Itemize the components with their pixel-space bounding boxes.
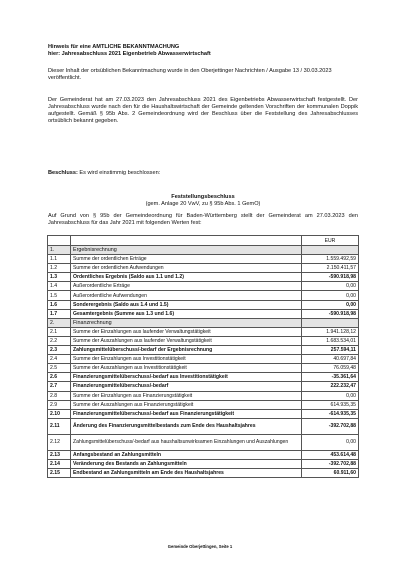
fest-title: Feststellungsbeschluss <box>171 194 235 200</box>
row-number: 2.8 <box>48 391 71 400</box>
table-row <box>48 400 359 409</box>
row-value: 614.935,35 <box>302 400 359 409</box>
row-label: Zahlungsmittelüberschuss/-bedarf der Ergebnisrechnung <box>71 346 302 355</box>
council-paragraph: Der Gemeinderat hat am 27.03.2023 den Jahresabschluss 2021 des Eigenbetriebs Abwasserwirtschaft festgestellt. Der Jahresabschluss wurde nach den für die Haushaltswirtschaft der Gemeinde geltenden Vorschriften der kommunalen Doppik aufgestellt. Gemäß § 95b Abs. 2 Gemeindeordnung wird der Beschluss über die Feststellung des Jahresabschlusses ortsüblich bekannt gegeben. <box>48 97 358 124</box>
section-row <box>48 318 359 327</box>
row-number: 1.5 <box>48 291 71 300</box>
resolution-text: Es wird einstimmig beschlossen: <box>77 170 161 176</box>
table-row <box>48 409 359 418</box>
row-label: Außerordentliche Aufwendungen <box>71 291 302 300</box>
row-label: Finanzierungsmittelüberschuss/-bedarf <box>71 382 302 391</box>
table-row <box>48 309 359 318</box>
table-row <box>48 291 359 300</box>
resolution-line <box>48 170 358 177</box>
table-row <box>48 418 359 434</box>
table-row <box>48 382 359 391</box>
row-value: 1.683.534,01 <box>302 336 359 345</box>
table-row <box>48 459 359 468</box>
row-label: Summe der Auszahlungen aus Finanzierungstätigkeit <box>71 400 302 409</box>
table-row <box>48 391 359 400</box>
row-label: Ordentliches Ergebnis (Saldo aus 1.1 und 1.2) <box>71 273 302 282</box>
row-number: 1. <box>48 246 71 255</box>
table-row <box>48 327 359 336</box>
section-row <box>48 246 359 255</box>
row-value: 2.150.411,57 <box>302 264 359 273</box>
table-row <box>48 273 359 282</box>
row-label: Summe der Einzahlungen aus laufender Verwaltungstätigkeit <box>71 327 302 336</box>
row-number: 2.4 <box>48 355 71 364</box>
page-footer: Gemeinde Oberjettingen, Seite 1 <box>167 544 233 549</box>
row-value: 40.697,84 <box>302 355 359 364</box>
row-value: 257.594,11 <box>302 346 359 355</box>
row-label: Sonderergebnis (Saldo aus 1.4 und 1.5) <box>71 300 302 309</box>
fest-subtitle: (gem. Anlage 20 VwV, zu § 95b Abs. 1 GemO) <box>145 201 261 207</box>
publication-note: Dieser Inhalt der ortsüblichen Bekanntmachung wurde in den Oberjettinger Nachrichten / Ausgabe 13 / 30.03.2023 veröffentlicht. <box>48 68 332 81</box>
row-label: Finanzierungsmittelüberschuss/-bedarf aus Finanzierungstätigkeit <box>71 409 302 418</box>
row-number: 2.5 <box>48 364 71 373</box>
row-number: 2.12 <box>48 434 71 450</box>
row-value: -614.935,35 <box>302 409 359 418</box>
currency-header: EUR <box>302 236 359 246</box>
row-number: 2. <box>48 318 71 327</box>
table-row <box>48 364 359 373</box>
row-value: -590.918,98 <box>302 273 359 282</box>
row-value: 0,00 <box>302 291 359 300</box>
notice-heading: Hinweis für eine AMTLICHE BEKANNTMACHUNG <box>48 44 180 50</box>
row-value: 0,00 <box>302 434 359 450</box>
row-label: Summe der ordentlichen Aufwendungen <box>71 264 302 273</box>
table-row <box>48 255 359 264</box>
table-row <box>48 336 359 345</box>
resolution-label: Beschluss: <box>48 170 78 176</box>
row-label: Summe der Einzahlungen aus Finanzierungstätigkeit <box>71 391 302 400</box>
row-label: Summe der Einzahlungen aus Investitionstätigkeit <box>71 355 302 364</box>
row-value: -392.702,88 <box>302 459 359 468</box>
financial-table <box>47 235 359 478</box>
row-number: 2.11 <box>48 418 71 434</box>
row-label: Zahlungsmittelüberschuss/-bedarf aus haushaltsunwirksamen Einzahlungen und Auszahlungen <box>71 434 302 450</box>
row-label: Endbestand an Zahlungsmitteln am Ende des Haushaltsjahres <box>71 468 302 477</box>
row-number: 1.6 <box>48 300 71 309</box>
row-label: Anfangsbestand an Zahlungsmitteln <box>71 450 302 459</box>
row-number: 1.4 <box>48 282 71 291</box>
table-row <box>48 355 359 364</box>
row-number: 2.7 <box>48 382 71 391</box>
row-value: 0,00 <box>302 282 359 291</box>
table-row <box>48 264 359 273</box>
row-number: 2.6 <box>48 373 71 382</box>
table-row <box>48 468 359 477</box>
row-label: Ergebnisrechnung <box>71 246 302 255</box>
row-number: 2.2 <box>48 336 71 345</box>
row-label: Veränderung des Bestands an Zahlungsmitteln <box>71 459 302 468</box>
row-value: -590.918,98 <box>302 309 359 318</box>
row-number: 2.14 <box>48 459 71 468</box>
row-label: Summe der Auszahlungen aus laufender Verwaltungstätigkeit <box>71 336 302 345</box>
row-value: 60.911,60 <box>302 468 359 477</box>
row-value: 0,00 <box>302 391 359 400</box>
row-value: 453.614,48 <box>302 450 359 459</box>
row-label: Summe der ordentlichen Erträge <box>71 255 302 264</box>
row-label: Finanzrechnung <box>71 318 302 327</box>
row-value <box>302 318 359 327</box>
row-value <box>302 246 359 255</box>
row-label: Finanzierungsmittelüberschuss/-bedarf aus Investitionstätigkeit <box>71 373 302 382</box>
row-value: -392.702,88 <box>302 418 359 434</box>
table-row <box>48 434 359 450</box>
row-label: Änderung des Finanzierungsmittelbestands zum Ende des Haushaltsjahres <box>71 418 302 434</box>
row-value: 1.941.128,12 <box>302 327 359 336</box>
table-row <box>48 300 359 309</box>
table-row <box>48 346 359 355</box>
row-number: 2.9 <box>48 400 71 409</box>
row-number: 1.2 <box>48 264 71 273</box>
row-value: 0,00 <box>302 300 359 309</box>
table-row <box>48 282 359 291</box>
row-value: -35.361,64 <box>302 373 359 382</box>
row-number: 2.15 <box>48 468 71 477</box>
row-number: 1.7 <box>48 309 71 318</box>
row-value: 222.232,47 <box>302 382 359 391</box>
row-value: 1.559.492,59 <box>302 255 359 264</box>
row-number: 2.13 <box>48 450 71 459</box>
table-row <box>48 450 359 459</box>
row-number: 2.3 <box>48 346 71 355</box>
row-label: Außerordentliche Erträge <box>71 282 302 291</box>
row-number: 1.1 <box>48 255 71 264</box>
row-number: 1.3 <box>48 273 71 282</box>
row-label: Summe der Auszahlungen aus Investitionstätigkeit <box>71 364 302 373</box>
table-header-row <box>48 236 359 246</box>
notice-subject: hier: Jahresabschluss 2021 Eigenbetrieb Abwasserwirtschaft <box>48 51 211 57</box>
row-number: 2.10 <box>48 409 71 418</box>
row-value: 76.059,48 <box>302 364 359 373</box>
row-label: Gesamtergebnis (Summe aus 1.3 und 1.6) <box>71 309 302 318</box>
row-number: 2.1 <box>48 327 71 336</box>
fest-text: Auf Grund von § 95b der Gemeindeordnung für Baden-Württemberg stellt der Gemeinderat am 27.03.2023 den Jahresabschluss für das Jahr 2021 mit folgenden Werten fest: <box>48 213 358 226</box>
table-row <box>48 373 359 382</box>
